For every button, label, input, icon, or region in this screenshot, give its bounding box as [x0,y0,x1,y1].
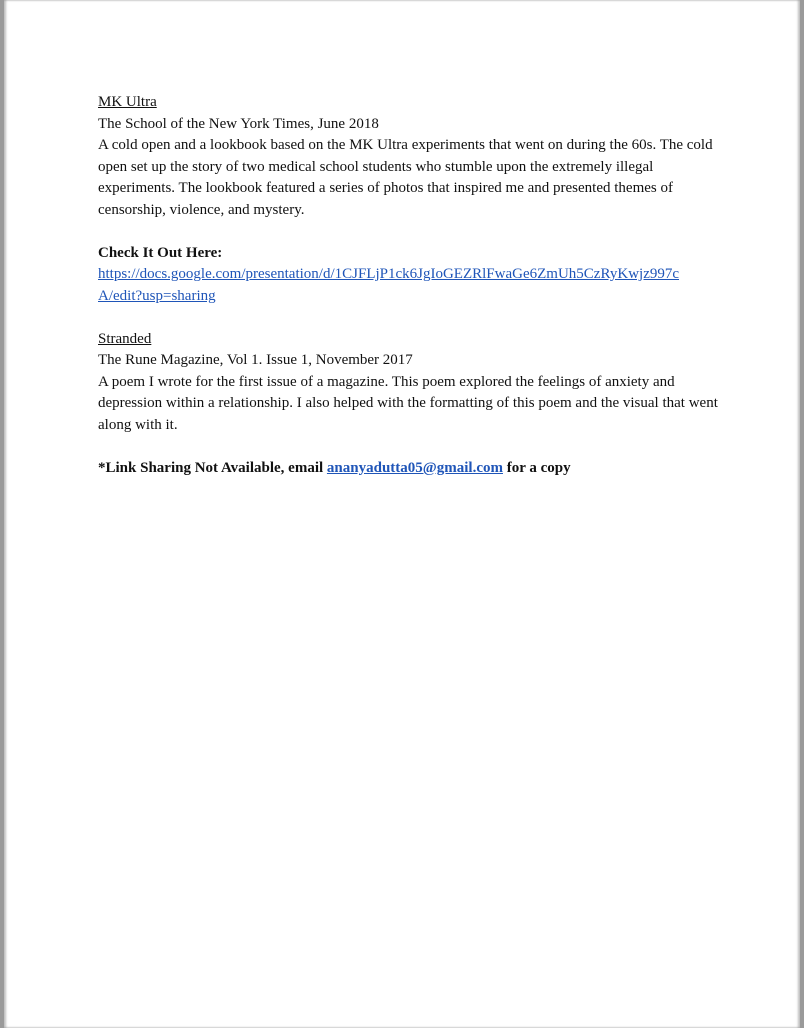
description-stranded: A poem I wrote for the first issue of a magazine. This poem explored the feelings of anxiety and depression within a relationship. I also helped with the formatting of this poem and the visual that went along with it. [98,373,718,433]
link-sharing-note [98,458,718,480]
email-link[interactable]: ananyadutta05@gmail.com [326,459,503,476]
spacer [98,307,718,329]
spacer [98,221,718,243]
link-heading: Check It Out Here: [98,244,223,261]
section-title-stranded: Stranded [98,330,152,347]
document-content [98,92,718,479]
document-page [4,0,800,1028]
spacer [98,436,718,458]
note-suffix: for a copy [502,459,571,476]
section-title-mk-ultra: MK Ultra [98,94,157,110]
note-prefix: *Link Sharing Not Available, email [98,459,327,476]
presentation-link-line1[interactable]: https://docs.google.com/presentation/d/1CJFLjP1ck6JgIoGEZRlFwaGe6ZmUh5CzRyKwjz997c [98,266,680,282]
presentation-link-paragraph [98,264,718,307]
presentation-link-line2[interactable]: A/edit?usp=sharing [98,287,216,304]
description-mk-ultra: A cold open and a lookbook based on the MK Ultra experiments that went on during the 60s. The cold open set up the story of two medical school students who stumble upon the extremely illegal experiments. The lookbook featured a series of photos that inspired me and presented themes of censorship, violence, and mystery. [98,137,713,218]
presentation-link[interactable] [98,264,706,307]
publication-stranded: The Rune Magazine, Vol 1. Issue 1, November 2017 [98,352,413,368]
publication-mk-ultra: The School of the New York Times, June 2018 [98,115,379,132]
